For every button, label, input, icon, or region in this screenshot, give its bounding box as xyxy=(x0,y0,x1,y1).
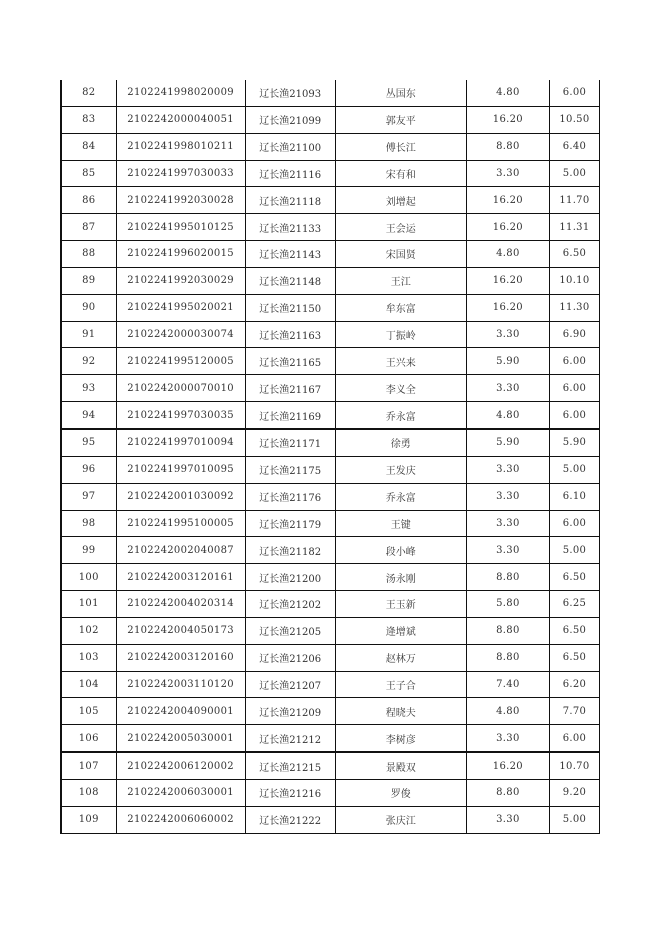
value1-cell: 4.80 xyxy=(466,241,549,268)
owner-name-cell: 徐勇 xyxy=(335,429,466,456)
owner-name-cell: 丁振岭 xyxy=(335,321,466,348)
value2-cell: 6.20 xyxy=(549,671,599,698)
boat-number-cell: 辽长渔21216 xyxy=(245,779,335,806)
owner-name-cell: 乔永富 xyxy=(335,483,466,510)
boat-number-cell: 辽长渔21169 xyxy=(245,402,335,429)
row-index-cell: 93 xyxy=(61,375,116,402)
value1-cell: 16.20 xyxy=(466,187,549,214)
value2-cell: 9.20 xyxy=(549,779,599,806)
owner-name-cell: 傅长江 xyxy=(335,133,466,160)
value1-cell: 4.80 xyxy=(466,402,549,429)
value1-cell: 8.80 xyxy=(466,644,549,671)
value2-cell: 6.50 xyxy=(549,564,599,591)
value2-cell: 6.50 xyxy=(549,644,599,671)
row-index-cell: 92 xyxy=(61,348,116,375)
row-index-cell: 85 xyxy=(61,160,116,187)
row-index-cell: 102 xyxy=(61,617,116,644)
id-number-cell: 2102242003120161 xyxy=(116,564,245,591)
value2-cell: 10.10 xyxy=(549,267,599,294)
boat-number-cell: 辽长渔21165 xyxy=(245,348,335,375)
owner-name-cell: 王兴来 xyxy=(335,348,466,375)
owner-name-cell: 罗俊 xyxy=(335,779,466,806)
row-index-cell: 106 xyxy=(61,725,116,752)
id-number-cell: 2102241998020009 xyxy=(116,80,245,106)
table-row xyxy=(61,671,600,698)
owner-name-cell: 王键 xyxy=(335,510,466,537)
id-number-cell: 2102242006120002 xyxy=(116,752,245,779)
id-number-cell: 2102241995100005 xyxy=(116,510,245,537)
value1-cell: 16.20 xyxy=(466,106,549,133)
table-row xyxy=(61,267,600,294)
table-row xyxy=(61,725,600,752)
boat-number-cell: 辽长渔21118 xyxy=(245,187,335,214)
table-row xyxy=(61,564,600,591)
row-index-cell: 103 xyxy=(61,644,116,671)
owner-name-cell: 王江 xyxy=(335,267,466,294)
table-row xyxy=(61,241,600,268)
value1-cell: 7.40 xyxy=(466,671,549,698)
boat-number-cell: 辽长渔21093 xyxy=(245,80,335,106)
id-number-cell: 2102241995010125 xyxy=(116,214,245,241)
owner-name-cell: 张庆江 xyxy=(335,806,466,833)
owner-name-cell: 李义全 xyxy=(335,375,466,402)
row-index-cell: 104 xyxy=(61,671,116,698)
id-number-cell: 2102242001030092 xyxy=(116,483,245,510)
value1-cell: 16.20 xyxy=(466,267,549,294)
table-row xyxy=(61,698,600,725)
id-number-cell: 2102242006030001 xyxy=(116,779,245,806)
value1-cell: 3.30 xyxy=(466,456,549,483)
row-index-cell: 95 xyxy=(61,429,116,456)
row-index-cell: 90 xyxy=(61,294,116,321)
row-index-cell: 91 xyxy=(61,321,116,348)
table-row xyxy=(61,375,600,402)
value2-cell: 5.00 xyxy=(549,537,599,564)
row-index-cell: 107 xyxy=(61,752,116,779)
value2-cell: 6.00 xyxy=(549,375,599,402)
row-index-cell: 105 xyxy=(61,698,116,725)
row-index-cell: 87 xyxy=(61,214,116,241)
id-number-cell: 2102242002040087 xyxy=(116,537,245,564)
table-row xyxy=(61,752,600,779)
value1-cell: 8.80 xyxy=(466,779,549,806)
value2-cell: 7.70 xyxy=(549,698,599,725)
row-index-cell: 94 xyxy=(61,402,116,429)
boat-number-cell: 辽长渔21207 xyxy=(245,671,335,698)
boat-number-cell: 辽长渔21099 xyxy=(245,106,335,133)
value2-cell: 11.70 xyxy=(549,187,599,214)
value1-cell: 3.30 xyxy=(466,321,549,348)
boat-number-cell: 辽长渔21150 xyxy=(245,294,335,321)
row-index-cell: 84 xyxy=(61,133,116,160)
value2-cell: 10.50 xyxy=(549,106,599,133)
boat-number-cell: 辽长渔21200 xyxy=(245,564,335,591)
table-row xyxy=(61,591,600,618)
boat-number-cell: 辽长渔21171 xyxy=(245,429,335,456)
value1-cell: 3.30 xyxy=(466,806,549,833)
table-row xyxy=(61,429,600,456)
owner-name-cell: 郭友平 xyxy=(335,106,466,133)
table-row xyxy=(61,779,600,806)
owner-name-cell: 景殿双 xyxy=(335,752,466,779)
id-number-cell: 2102241997030033 xyxy=(116,160,245,187)
id-number-cell: 2102242004020314 xyxy=(116,591,245,618)
id-number-cell: 2102241995020021 xyxy=(116,294,245,321)
boat-number-cell: 辽长渔21205 xyxy=(245,617,335,644)
value1-cell: 8.80 xyxy=(466,564,549,591)
table-row xyxy=(61,187,600,214)
owner-name-cell: 刘增起 xyxy=(335,187,466,214)
owner-name-cell: 牟东富 xyxy=(335,294,466,321)
value2-cell: 11.30 xyxy=(549,294,599,321)
table-row xyxy=(61,644,600,671)
owner-name-cell: 逄增斌 xyxy=(335,617,466,644)
value2-cell: 5.00 xyxy=(549,160,599,187)
row-index-cell: 88 xyxy=(61,241,116,268)
table-row xyxy=(61,294,600,321)
owner-name-cell: 王发庆 xyxy=(335,456,466,483)
row-index-cell: 99 xyxy=(61,537,116,564)
table-row xyxy=(61,806,600,833)
row-index-cell: 98 xyxy=(61,510,116,537)
value2-cell: 6.00 xyxy=(549,348,599,375)
value2-cell: 6.00 xyxy=(549,510,599,537)
value2-cell: 10.70 xyxy=(549,752,599,779)
id-number-cell: 2102242003110120 xyxy=(116,671,245,698)
id-number-cell: 2102241998010211 xyxy=(116,133,245,160)
value1-cell: 3.30 xyxy=(466,510,549,537)
value1-cell: 5.90 xyxy=(466,429,549,456)
id-number-cell: 2102241997010094 xyxy=(116,429,245,456)
boat-number-cell: 辽长渔21175 xyxy=(245,456,335,483)
owner-name-cell: 李树彦 xyxy=(335,725,466,752)
row-index-cell: 96 xyxy=(61,456,116,483)
row-index-cell: 101 xyxy=(61,591,116,618)
id-number-cell: 2102242005030001 xyxy=(116,725,245,752)
value2-cell: 6.10 xyxy=(549,483,599,510)
boat-number-cell: 辽长渔21179 xyxy=(245,510,335,537)
table-body xyxy=(61,80,600,833)
id-number-cell: 2102241997030035 xyxy=(116,402,245,429)
value2-cell: 5.00 xyxy=(549,456,599,483)
value2-cell: 6.00 xyxy=(549,80,599,106)
boat-number-cell: 辽长渔21133 xyxy=(245,214,335,241)
table-row xyxy=(61,348,600,375)
owner-name-cell: 乔永富 xyxy=(335,402,466,429)
value1-cell: 3.30 xyxy=(466,725,549,752)
id-number-cell: 2102241996020015 xyxy=(116,241,245,268)
table-row xyxy=(61,617,600,644)
boat-number-cell: 辽长渔21182 xyxy=(245,537,335,564)
value1-cell: 16.20 xyxy=(466,752,549,779)
value1-cell: 3.30 xyxy=(466,375,549,402)
id-number-cell: 2102242003120160 xyxy=(116,644,245,671)
boat-number-cell: 辽长渔21222 xyxy=(245,806,335,833)
id-number-cell: 2102241997010095 xyxy=(116,456,245,483)
boat-number-cell: 辽长渔21215 xyxy=(245,752,335,779)
value1-cell: 8.80 xyxy=(466,133,549,160)
boat-number-cell: 辽长渔21143 xyxy=(245,241,335,268)
boat-number-cell: 辽长渔21209 xyxy=(245,698,335,725)
owner-name-cell: 程晓夫 xyxy=(335,698,466,725)
owner-name-cell: 汤永刚 xyxy=(335,564,466,591)
boat-number-cell: 辽长渔21116 xyxy=(245,160,335,187)
boat-number-cell: 辽长渔21163 xyxy=(245,321,335,348)
value1-cell: 3.30 xyxy=(466,483,549,510)
table-row xyxy=(61,106,600,133)
value1-cell: 16.20 xyxy=(466,214,549,241)
table-row xyxy=(61,537,600,564)
value1-cell: 3.30 xyxy=(466,160,549,187)
value2-cell: 11.31 xyxy=(549,214,599,241)
row-index-cell: 82 xyxy=(61,80,116,106)
boat-number-cell: 辽长渔21148 xyxy=(245,267,335,294)
table-row xyxy=(61,160,600,187)
table-row xyxy=(61,214,600,241)
boat-number-cell: 辽长渔21212 xyxy=(245,725,335,752)
boat-number-cell: 辽长渔21202 xyxy=(245,591,335,618)
row-index-cell: 83 xyxy=(61,106,116,133)
value1-cell: 3.30 xyxy=(466,537,549,564)
owner-name-cell: 赵林万 xyxy=(335,644,466,671)
table-row xyxy=(61,133,600,160)
value1-cell: 5.80 xyxy=(466,591,549,618)
row-index-cell: 86 xyxy=(61,187,116,214)
id-number-cell: 2102241992030029 xyxy=(116,267,245,294)
owner-name-cell: 王会运 xyxy=(335,214,466,241)
owner-name-cell: 宋有和 xyxy=(335,160,466,187)
id-number-cell: 2102242000030074 xyxy=(116,321,245,348)
row-index-cell: 108 xyxy=(61,779,116,806)
id-number-cell: 2102241995120005 xyxy=(116,348,245,375)
value2-cell: 6.40 xyxy=(549,133,599,160)
row-index-cell: 109 xyxy=(61,806,116,833)
value1-cell: 5.90 xyxy=(466,348,549,375)
value2-cell: 6.00 xyxy=(549,402,599,429)
value2-cell: 6.90 xyxy=(549,321,599,348)
boat-number-cell: 辽长渔21206 xyxy=(245,644,335,671)
value2-cell: 5.00 xyxy=(549,806,599,833)
row-index-cell: 97 xyxy=(61,483,116,510)
table-row xyxy=(61,510,600,537)
value2-cell: 6.00 xyxy=(549,725,599,752)
row-index-cell: 89 xyxy=(61,267,116,294)
value1-cell: 16.20 xyxy=(466,294,549,321)
owner-name-cell: 段小峰 xyxy=(335,537,466,564)
id-number-cell: 2102242006060002 xyxy=(116,806,245,833)
id-number-cell: 2102242004050173 xyxy=(116,617,245,644)
table-row xyxy=(61,456,600,483)
fishing-boat-table xyxy=(60,80,600,834)
id-number-cell: 2102242000070010 xyxy=(116,375,245,402)
value2-cell: 5.90 xyxy=(549,429,599,456)
table-row xyxy=(61,402,600,429)
value1-cell: 4.80 xyxy=(466,698,549,725)
table-row xyxy=(61,483,600,510)
boat-number-cell: 辽长渔21167 xyxy=(245,375,335,402)
boat-number-cell: 辽长渔21100 xyxy=(245,133,335,160)
table-row xyxy=(61,321,600,348)
owner-name-cell: 王玉新 xyxy=(335,591,466,618)
data-table-page xyxy=(60,80,600,834)
table-row xyxy=(61,80,600,106)
owner-name-cell: 王子合 xyxy=(335,671,466,698)
boat-number-cell: 辽长渔21176 xyxy=(245,483,335,510)
value2-cell: 6.25 xyxy=(549,591,599,618)
id-number-cell: 2102242000040051 xyxy=(116,106,245,133)
row-index-cell: 100 xyxy=(61,564,116,591)
id-number-cell: 2102241992030028 xyxy=(116,187,245,214)
owner-name-cell: 丛国东 xyxy=(335,80,466,106)
owner-name-cell: 宋国贤 xyxy=(335,241,466,268)
value2-cell: 6.50 xyxy=(549,241,599,268)
value1-cell: 4.80 xyxy=(466,80,549,106)
id-number-cell: 2102242004090001 xyxy=(116,698,245,725)
value1-cell: 8.80 xyxy=(466,617,549,644)
value2-cell: 6.50 xyxy=(549,617,599,644)
